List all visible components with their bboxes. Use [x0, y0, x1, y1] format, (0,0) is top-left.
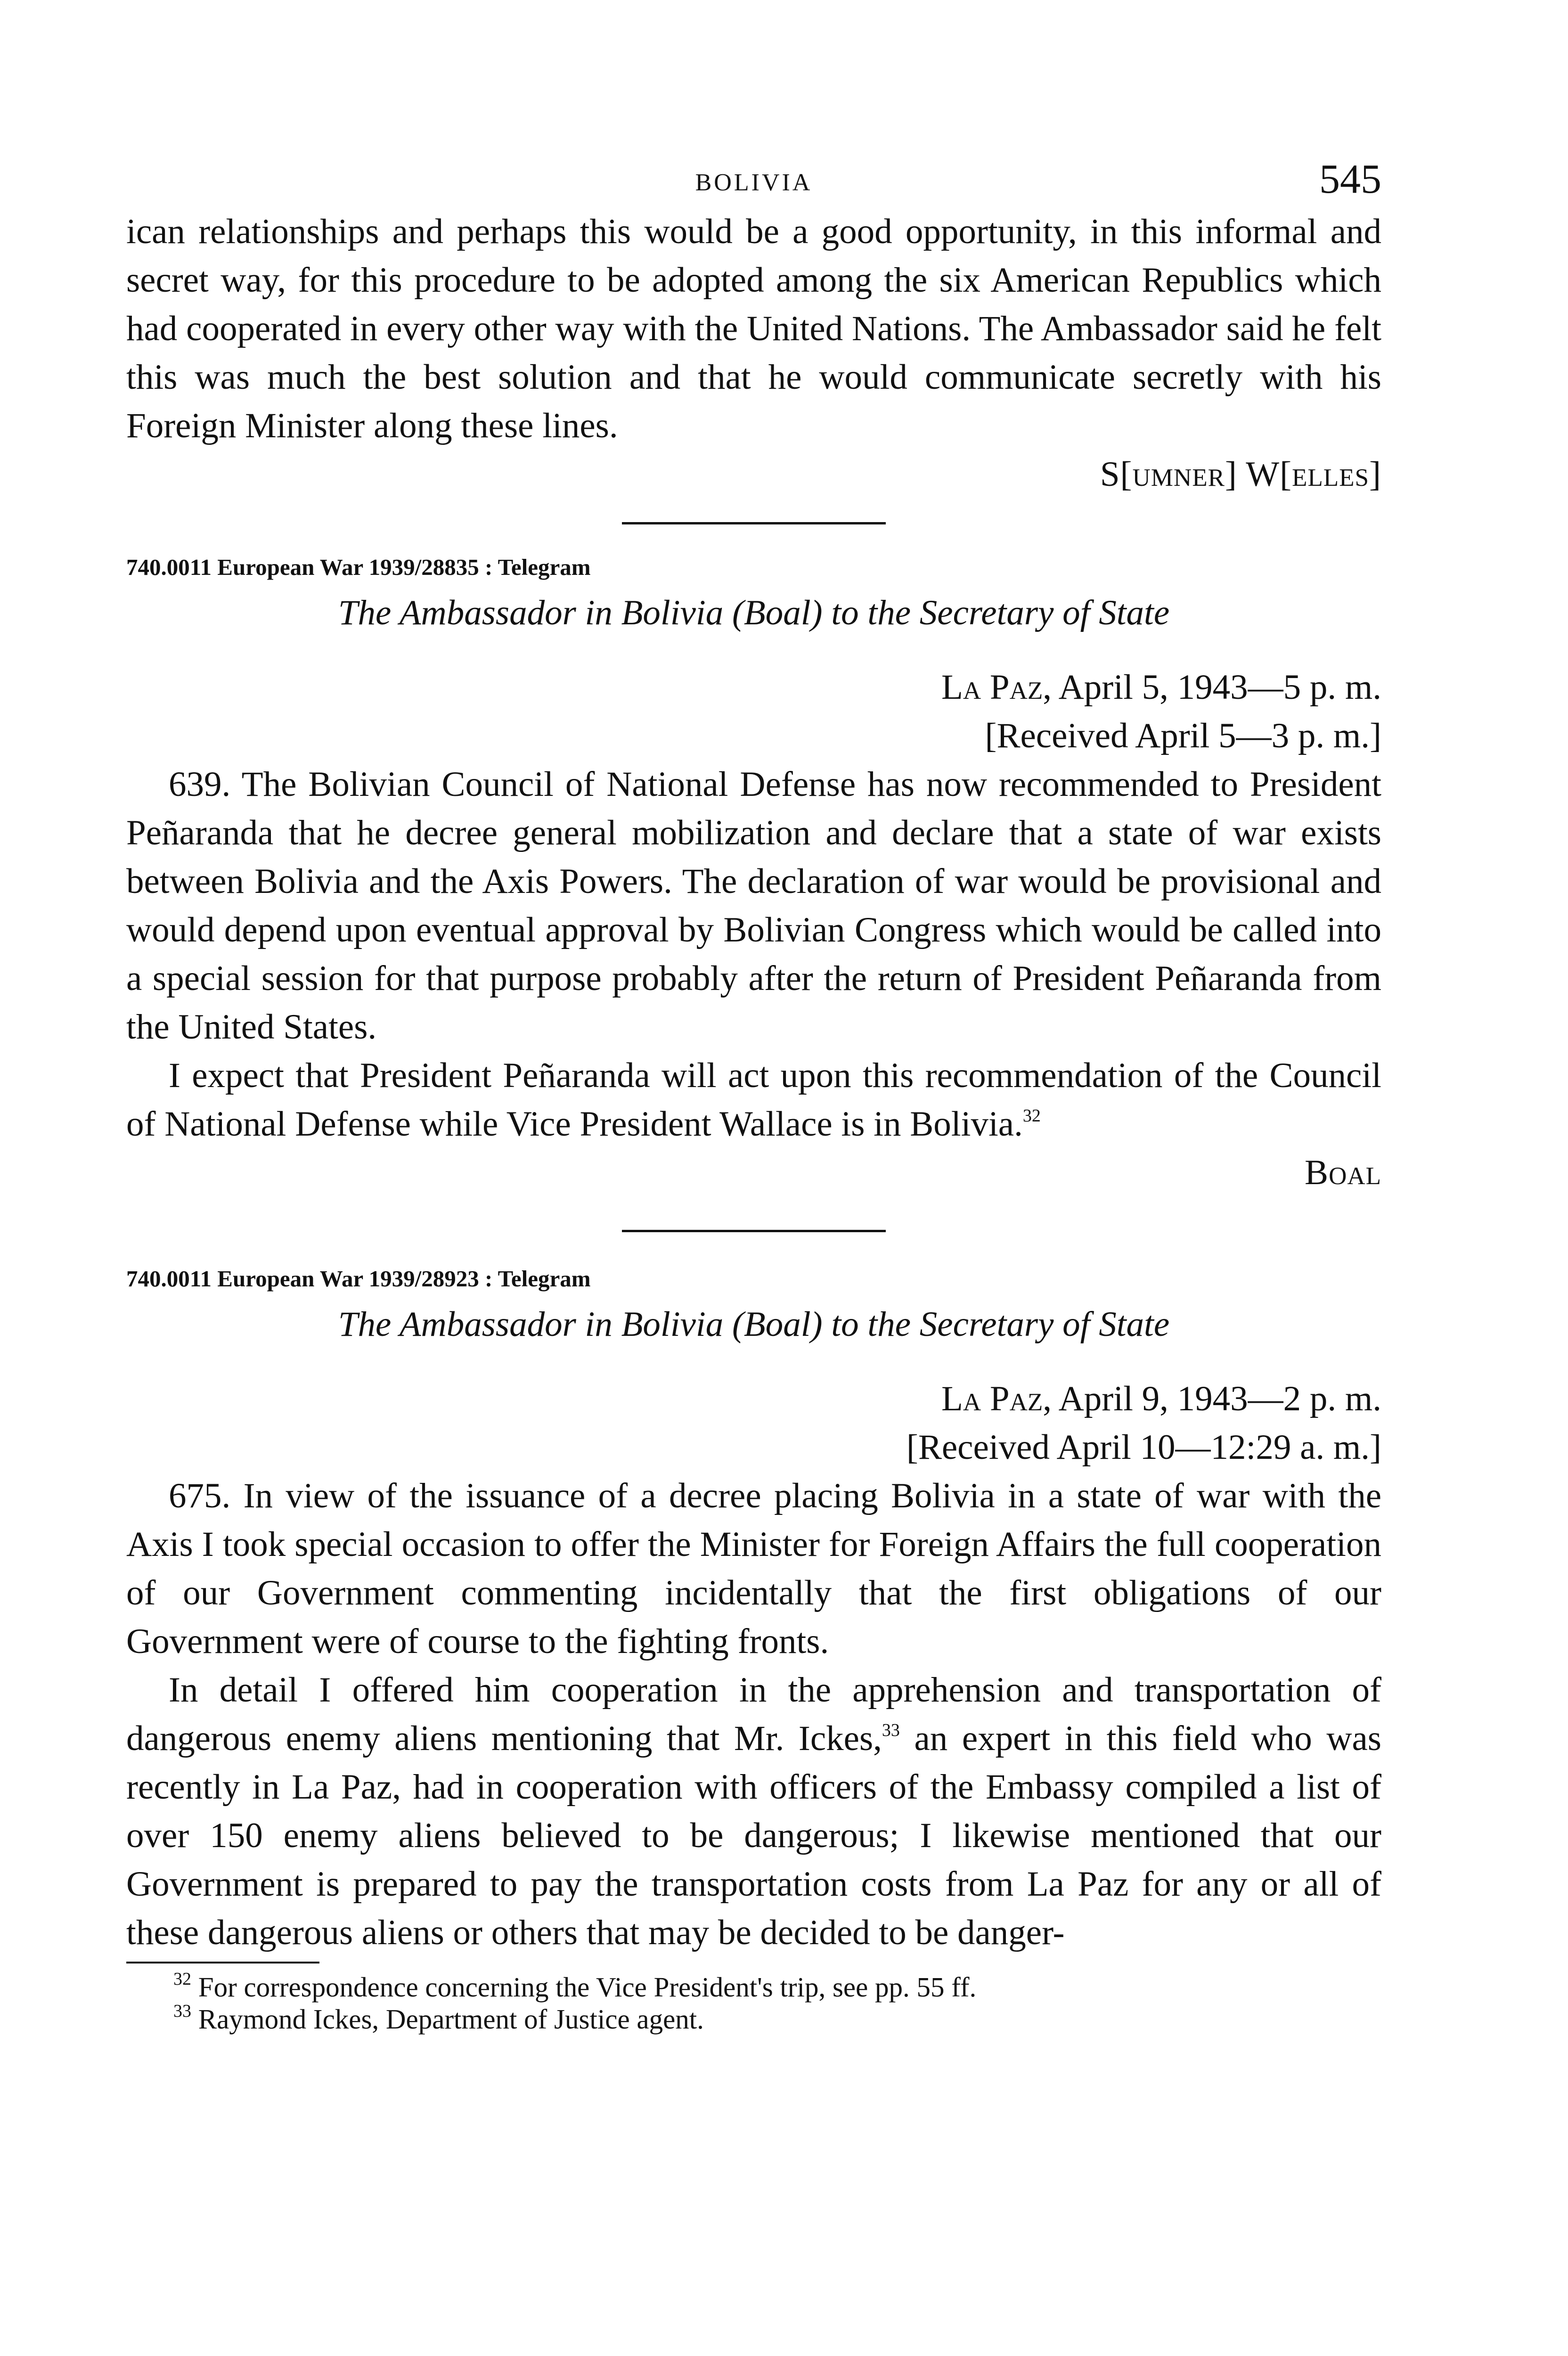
- footnote-reference: 33: [882, 1720, 900, 1740]
- telegram-paragraph: [126, 1666, 1381, 1957]
- dateline: [126, 663, 1381, 712]
- section-rule: [622, 1230, 886, 1232]
- received-line: [Received April 10—12:29 a. m.]: [906, 1428, 1381, 1467]
- footnotes: [126, 1971, 1381, 2035]
- dateline: [126, 1374, 1381, 1423]
- telegram-paragraph: [126, 1051, 1381, 1148]
- document-reference: 740.0011 European War 1939/28835 : Telegram: [126, 554, 591, 580]
- footnote-text: Raymond Ickes, Department of Justice agent.: [198, 2004, 704, 2035]
- paragraph-text: I expect that President Peñaranda will act upon this recommendation of the Council of National Defense while Vice President Wallace is in Bolivia.: [126, 1056, 1381, 1144]
- footnote-number: 32: [173, 1969, 191, 1989]
- footnote-reference: 32: [1022, 1106, 1041, 1126]
- received-line: [Received April 5—3 p. m.]: [985, 716, 1381, 755]
- running-head: [126, 155, 1381, 207]
- section-rule: [622, 522, 886, 524]
- document-reference: 740.0011 European War 1939/28923 : Telegram: [126, 1266, 591, 1292]
- boal-signature: Boal: [1305, 1153, 1381, 1192]
- dateline-place: La Paz: [941, 1379, 1043, 1418]
- footnote: [126, 1971, 1381, 2003]
- document-title: The Ambassador in Bolivia (Boal) to the Secretary of State: [338, 593, 1170, 632]
- footnote: [126, 2003, 1381, 2035]
- welles-signature: S[umner] W[elles]: [1100, 455, 1381, 494]
- paragraph-text: In detail I offered him cooperation in the apprehension and transportation of dangerous enemy aliens mentioning that Mr. Ickes,: [126, 1670, 1381, 1758]
- document-title: The Ambassador in Bolivia (Boal) to the Secretary of State: [338, 1305, 1170, 1344]
- telegram-paragraph: 639. The Bolivian Council of National Defense has now recommended to President Peñaranda that he decree general mobilization and declare that a state of war exists between Bolivia and the Axis Powers. The declaration of war would be provisional and would depend upon eventual approval by Bolivian Congress which would be called into a special session for that purpose probably after the return of President Peñaranda from the United States.: [126, 765, 1381, 1047]
- continuation-paragraph: ican relationships and perhaps this would be a good opportunity, in this informal and secret way, for this procedure to be adopted among the six American Republics which had cooperated in every other way with the United Nations. The Ambassador said he felt this was much the best solution and that he would communicate secretly with his Foreign Minister along these lines.: [126, 212, 1381, 445]
- paragraph-text: an expert in this field who was recently in La Paz, had in cooperation with officers of the Embassy compiled a list of over 150 enemy aliens believed to be dangerous; I likewise mentioned that our Government is prepared to pay the transportation costs from La Paz for any or all of these dangerous aliens or others that may be decided to be danger-: [126, 1719, 1381, 1952]
- running-head-title: BOLIVIA: [695, 169, 813, 196]
- dateline-date: , April 9, 1943—2 p. m.: [1043, 1379, 1381, 1418]
- footnote-text: For correspondence concerning the Vice President's trip, see pp. 55 ff.: [198, 1972, 977, 2003]
- footnote-rule: [126, 1962, 319, 1963]
- page-number: 545: [1319, 156, 1381, 202]
- dateline-place: La Paz: [941, 668, 1043, 707]
- document-page: [126, 155, 1381, 2035]
- footnote-number: 33: [173, 2001, 191, 2021]
- telegram-paragraph: 675. In view of the issuance of a decree placing Bolivia in a state of war with the Axis I took special occasion to offer the Minister for Foreign Affairs the full cooperation of our Government commenting incidentally that the first obligations of our Government were of course to the fighting fronts.: [126, 1476, 1381, 1661]
- dateline-date: , April 5, 1943—5 p. m.: [1043, 668, 1381, 707]
